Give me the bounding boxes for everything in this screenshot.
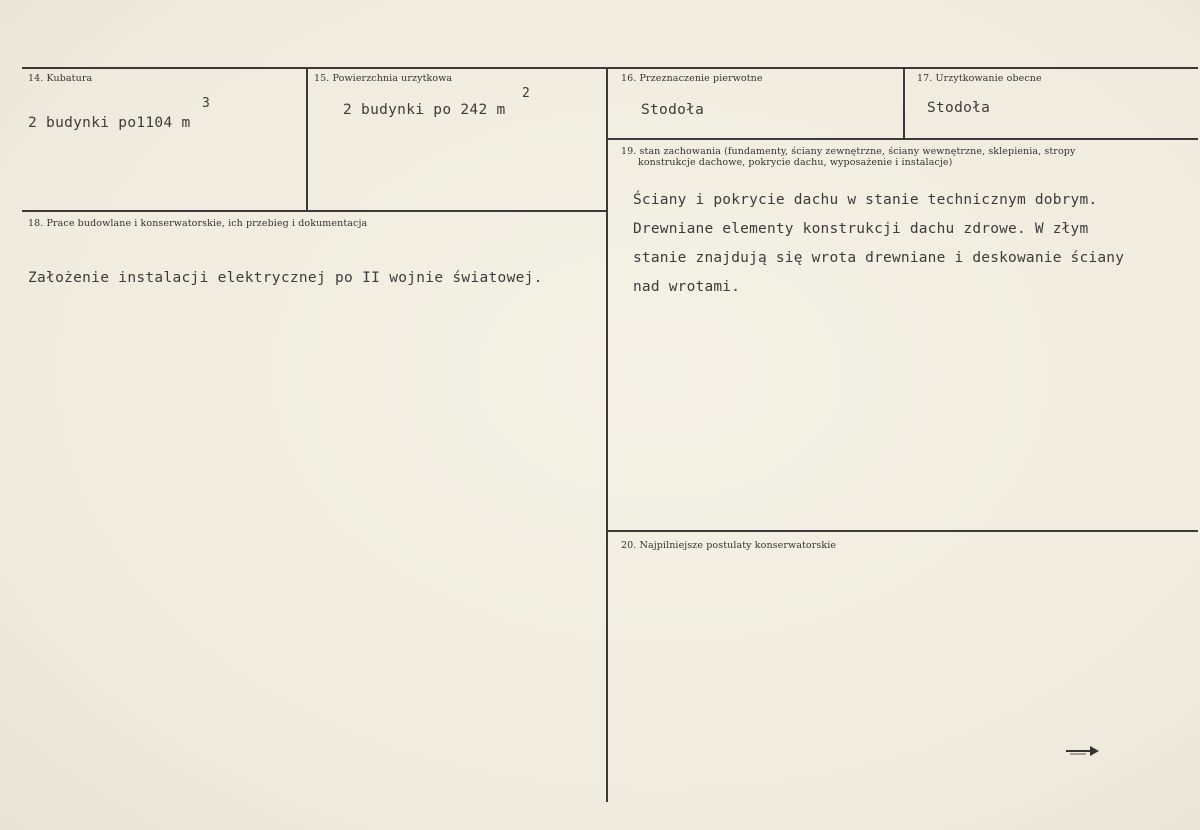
field-18-label: 18. Prace budowlane i konserwatorskie, ich przebieg i dokumentacja	[28, 218, 368, 229]
field-15-superscript: 2	[522, 86, 530, 101]
field-19-line-3: stanie znajdują się wrota drewniane i deskowanie ściany	[633, 250, 1125, 266]
field-19-text	[633, 186, 1124, 302]
field-19-label-line2: konstrukcje dachowe, pokrycie dachu, wyposażenie i instalacje)	[638, 157, 953, 168]
divider-line-14-15	[22, 210, 606, 212]
field-14-label: 14. Kubatura	[28, 73, 93, 84]
column-line-14-15	[306, 67, 308, 210]
field-20-label: 20. Najpilniejsze postulaty konserwatorskie	[621, 540, 837, 551]
field-19-line-2: Drewniane elementy konstrukcji dachu zdrowe. W złym	[633, 221, 1089, 237]
field-16-value: Stodoła	[641, 102, 705, 118]
field-16-label: 16. Przeznaczenie pierwotne	[621, 73, 763, 84]
field-14-value: 2 budynki po1104 m	[28, 115, 191, 131]
field-19-label-line1: 19. stan zachowania (fundamenty, ściany zewnętrzne, ściany wewnętrzne, sklepienia, stropy	[621, 146, 1076, 157]
field-15-label: 15. Powierzchnia urzytkowa	[314, 73, 453, 84]
column-line-16-17	[903, 67, 905, 138]
field-17-label: 17. Urzytkowanie obecne	[917, 73, 1042, 84]
top-border-line	[22, 67, 1198, 69]
field-18-value: Założenie instalacji elektrycznej po II wojnie światowej.	[28, 270, 543, 286]
divider-line-16-19	[608, 138, 1198, 140]
field-15-value: 2 budynki po 242 m	[343, 102, 506, 118]
column-line-main	[606, 67, 608, 802]
divider-line-19-20	[608, 530, 1198, 532]
field-14-superscript: 3	[202, 96, 210, 111]
field-17-value: Stodoła	[927, 100, 991, 116]
field-19-line-4: nad wrotami.	[633, 279, 741, 295]
field-19-line-1: Ściany i pokrycie dachu w stanie technicznym dobrym.	[633, 192, 1098, 208]
arrow-right-icon	[1064, 744, 1100, 758]
